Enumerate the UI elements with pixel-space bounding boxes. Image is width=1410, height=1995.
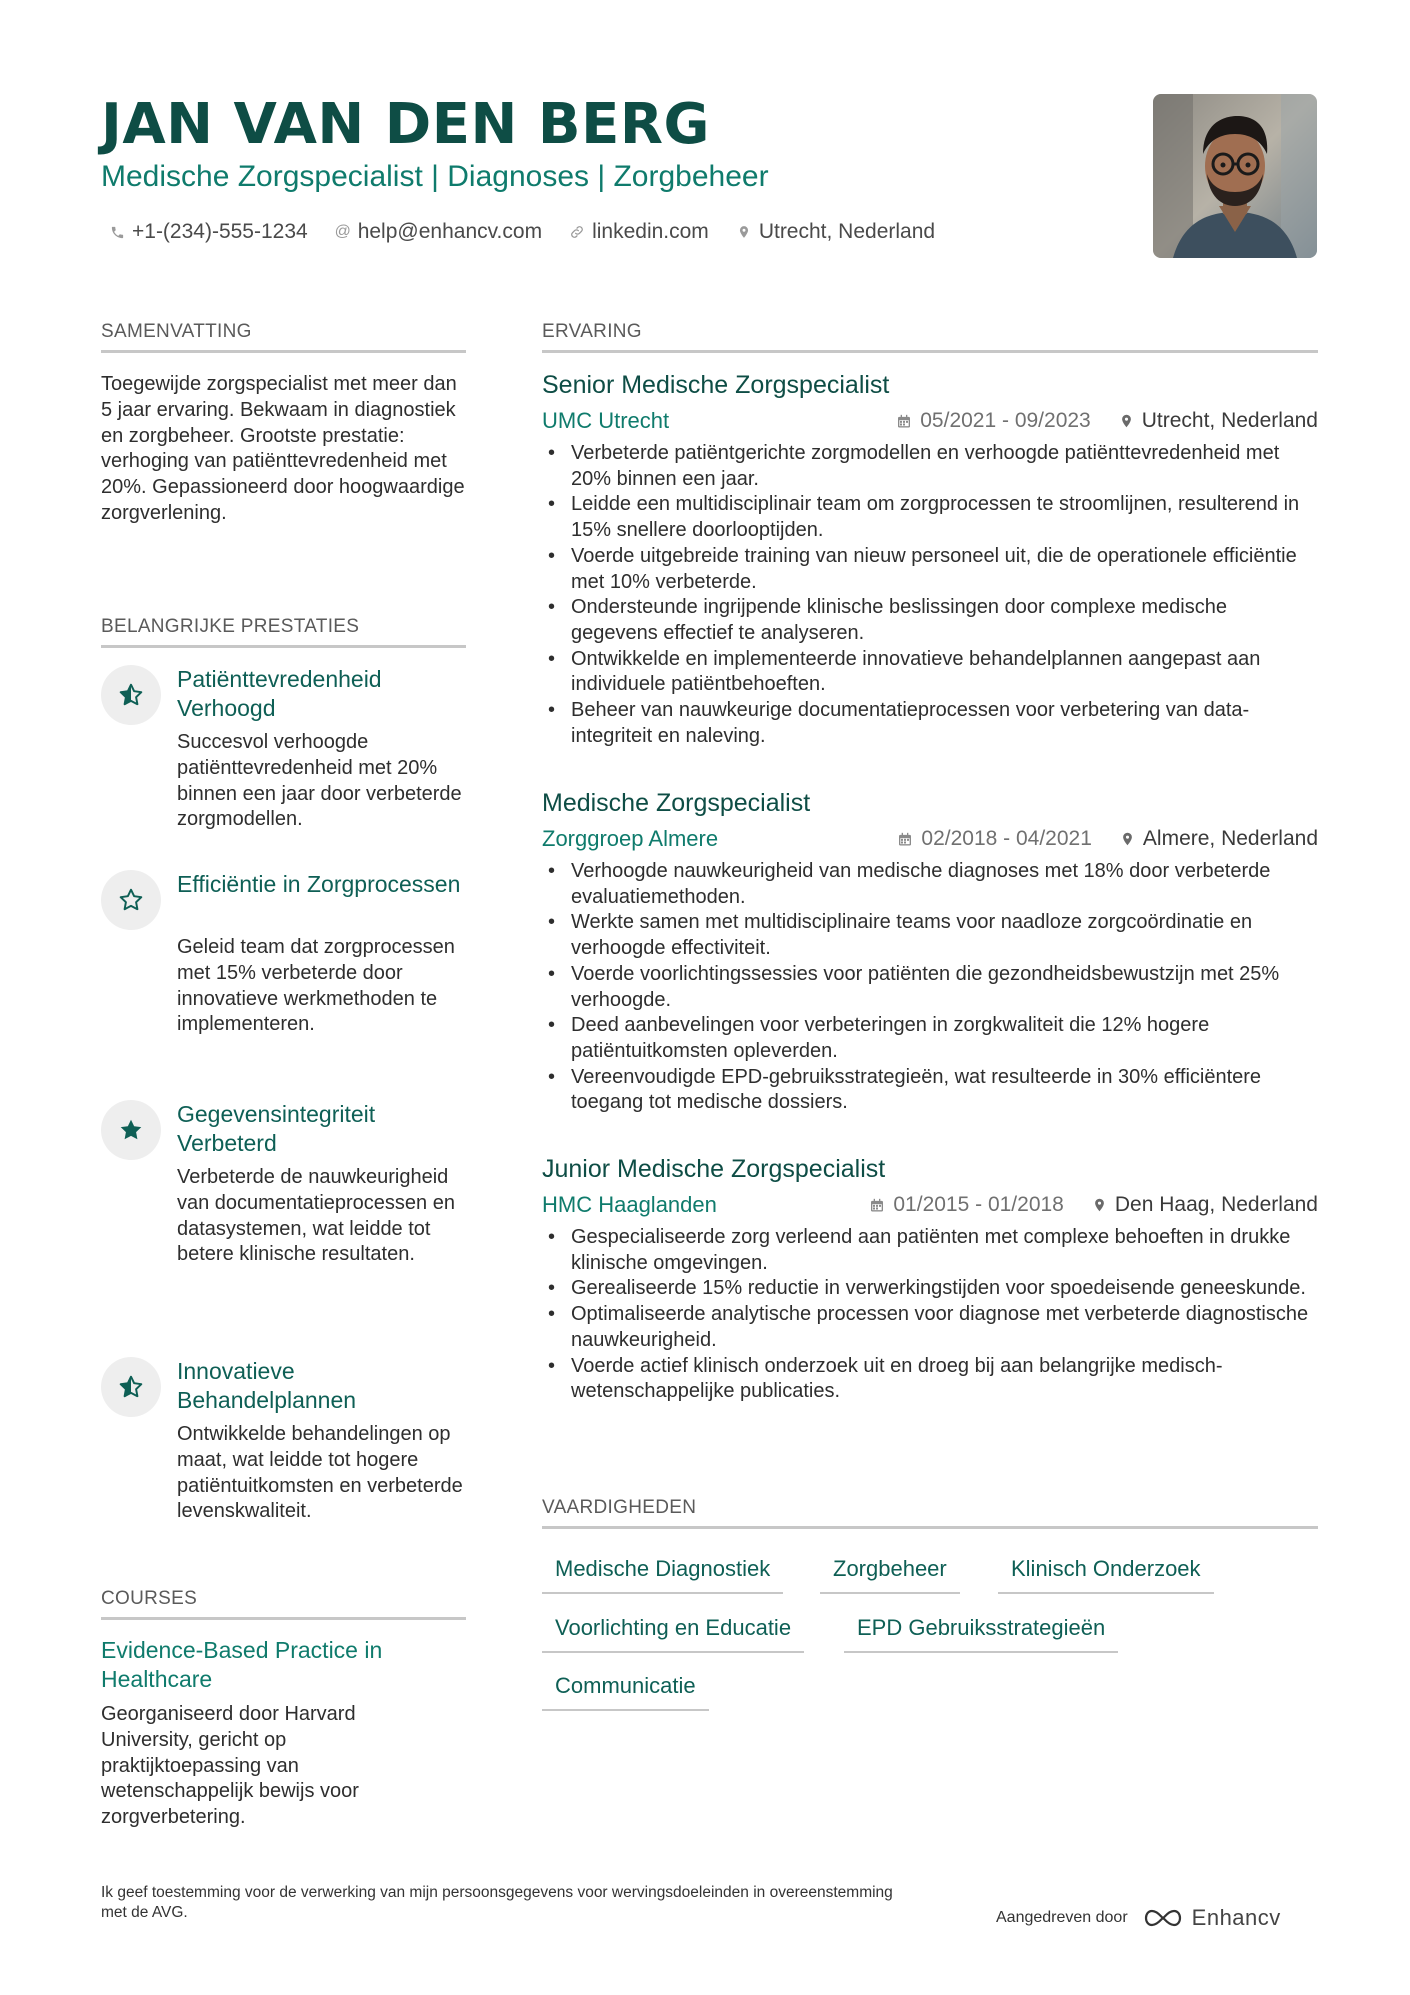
calendar-icon bbox=[897, 831, 913, 848]
job-role: Junior Medische Zorgspecialist bbox=[542, 1155, 886, 1183]
job-bullet: • Vereenvoudigde EPD-gebruiksstrategieën, wat resulteerde in 30% efficiëntere toegang tot medische dossiers. bbox=[542, 1065, 1318, 1116]
achievement-desc: Succesvol verhoogde patiënttevredenheid met 20% binnen een jaar door verbeterde zorgmodellen. bbox=[177, 731, 462, 831]
job-bullet: • Beheer van nauwkeurige documentatieprocessen voor verbetering van data-integriteit en naleving. bbox=[542, 698, 1318, 749]
job-bullet: • Verhoogde nauwkeurigheid van medische diagnoses met 18% door verbeterde evaluatiemethoden. bbox=[542, 859, 1318, 910]
star-half-icon bbox=[101, 665, 161, 725]
location-pin-icon bbox=[1092, 1196, 1107, 1214]
job-location bbox=[1119, 409, 1318, 433]
section-title-summary: SAMENVATTING bbox=[101, 321, 466, 353]
contact-linkedin-text: linkedin.com bbox=[592, 220, 709, 243]
phone-icon bbox=[108, 223, 126, 241]
achievement-item bbox=[101, 1100, 471, 1320]
job-dates bbox=[896, 409, 1090, 433]
skill-tag: Communicatie bbox=[542, 1673, 709, 1711]
job-bullet: • Leidde een multidisciplinair team om zorgprocessen te stroomlijnen, resulterend in 15% snellere doorlooptijden. bbox=[542, 492, 1318, 543]
section-title-achievements: BELANGRIJKE PRESTATIES bbox=[101, 616, 466, 648]
skill-tag: Klinisch Onderzoek bbox=[998, 1556, 1214, 1594]
experience-entry bbox=[542, 789, 1318, 1119]
skill-tag: Zorgbeheer bbox=[820, 1556, 960, 1594]
job-bullet: • Ontwikkelde en implementeerde innovatieve behandelplannen aangepast aan individuele patiëntbehoeften. bbox=[542, 647, 1318, 698]
achievement-title: Innovatieve Behandelplannen bbox=[177, 1358, 357, 1413]
contact-linkedin[interactable] bbox=[568, 220, 709, 244]
powered-by bbox=[996, 1905, 1281, 1931]
consent-note: Ik geef toestemming voor de verwerking van mijn persoonsgegevens voor wervingsdoeleinden in overeenstemming met de AVG. bbox=[101, 1884, 893, 1921]
achievement-desc: Geleid team dat zorgprocessen met 15% verbeterde door innovatieve werkmethoden te implementeren. bbox=[177, 936, 455, 1036]
course-desc: Georganiseerd door Harvard University, gericht op praktijktoepassing van wetenschappelijk bewijs voor zorgverbetering. bbox=[101, 1703, 359, 1829]
job-location bbox=[1092, 1193, 1318, 1217]
summary-text: Toegewijde zorgspecialist met meer dan 5 jaar ervaring. Bekwaam in diagnostiek en zorgbeheer. Grootste prestatie: verhoging van patiënttevredenheid met 20%. Gepassioneerd door hoogwaardige zorgverlening. bbox=[101, 373, 465, 524]
profile-photo bbox=[1153, 94, 1317, 258]
job-bullet: • Gerealiseerde 15% reductie in verwerkingstijden voor spoedeisende geneeskunde. bbox=[542, 1276, 1318, 1302]
star-half-icon bbox=[101, 1357, 161, 1417]
job-location-text: Den Haag, Nederland bbox=[1114, 1193, 1318, 1216]
course-title: Evidence-Based Practice in Healthcare bbox=[101, 1637, 383, 1692]
job-bullet: • Optimaliseerde analytische processen voor diagnose met verbeterde diagnostische nauwkeurigheid. bbox=[542, 1302, 1318, 1353]
job-company: UMC Utrecht bbox=[542, 408, 670, 433]
job-bullet: • Werkte samen met multidisciplinaire teams voor naadloze zorgcoördinatie en verhoogde effectiviteit. bbox=[542, 910, 1318, 961]
skill-tag: Voorlichting en Educatie bbox=[542, 1615, 804, 1653]
achievement-item bbox=[101, 665, 471, 835]
job-company: Zorggroep Almere bbox=[542, 826, 719, 851]
achievement-desc: Verbeterde de nauwkeurigheid van documentatieprocessen en datasystemen, wat leidde tot betere klinische resultaten. bbox=[177, 1166, 455, 1266]
job-meta bbox=[869, 1193, 1318, 1217]
achievement-item bbox=[101, 870, 471, 1060]
calendar-icon bbox=[896, 413, 912, 430]
at-icon: @ bbox=[334, 223, 351, 240]
location-pin-icon bbox=[1119, 412, 1134, 430]
job-dates-text: 05/2021 - 09/2023 bbox=[920, 409, 1091, 432]
job-location-text: Utrecht, Nederland bbox=[1141, 409, 1318, 432]
link-icon bbox=[568, 223, 586, 241]
job-role: Medische Zorgspecialist bbox=[542, 789, 811, 817]
achievement-title: Gegevensintegriteit Verbeterd bbox=[177, 1101, 376, 1156]
contact-location-text: Utrecht, Nederland bbox=[758, 220, 936, 243]
job-bullet: • Deed aanbevelingen voor verbeteringen in zorgkwaliteit die 12% hogere patiëntuitkomsten opleverden. bbox=[542, 1013, 1318, 1064]
achievement-title: Patiënttevredenheid Verhoogd bbox=[177, 666, 382, 721]
achievement-title: Efficiëntie in Zorgprocessen bbox=[177, 871, 461, 897]
job-bullets bbox=[542, 859, 1318, 1116]
calendar-icon bbox=[869, 1197, 885, 1214]
job-bullet: • Voerde voorlichtingssessies voor patiënten die gezondheidsbewustzijn met 25% verhoogde. bbox=[542, 962, 1318, 1013]
job-location bbox=[1120, 827, 1318, 851]
section-title-skills: VAARDIGHEDEN bbox=[542, 1497, 1318, 1529]
job-location-text: Almere, Nederland bbox=[1142, 827, 1318, 850]
job-dates bbox=[869, 1193, 1063, 1217]
contact-bar bbox=[108, 220, 935, 244]
candidate-tagline: Medische Zorgspecialist | Diagnoses | Zorgbeheer bbox=[101, 160, 769, 193]
experience-entry bbox=[542, 1155, 1318, 1435]
experience-entry bbox=[542, 371, 1318, 751]
job-dates bbox=[897, 827, 1091, 851]
achievement-item bbox=[101, 1357, 471, 1527]
job-bullets bbox=[542, 1225, 1318, 1405]
star-filled-icon bbox=[101, 1100, 161, 1160]
section-title-courses: COURSES bbox=[101, 1588, 466, 1620]
powered-by-label: Aangedreven door bbox=[996, 1909, 1128, 1926]
job-meta bbox=[896, 409, 1318, 433]
job-bullet: • Ondersteunde ingrijpende klinische beslissingen door complexe medische gegevens effectief te analyseren. bbox=[542, 595, 1318, 646]
section-title-experience: ERVARING bbox=[542, 321, 1318, 353]
location-pin-icon bbox=[1120, 830, 1135, 848]
job-role: Senior Medische Zorgspecialist bbox=[542, 371, 890, 399]
job-dates-text: 01/2015 - 01/2018 bbox=[893, 1193, 1064, 1216]
job-bullet: • Verbeterde patiëntgerichte zorgmodellen en verhoogde patiënttevredenheid met 20% binnen een jaar. bbox=[542, 441, 1318, 492]
job-bullet: • Voerde uitgebreide training van nieuw personeel uit, die de operationele efficiëntie met 10% verbeterde. bbox=[542, 544, 1318, 595]
infinity-icon bbox=[1140, 1907, 1186, 1929]
contact-location bbox=[735, 220, 935, 244]
job-dates-text: 02/2018 - 04/2021 bbox=[921, 827, 1092, 850]
contact-email[interactable] bbox=[334, 220, 542, 244]
job-meta bbox=[897, 827, 1318, 851]
contact-phone-text: +1-(234)-555-1234 bbox=[132, 220, 308, 243]
achievement-desc: Ontwikkelde behandelingen op maat, wat leidde tot hogere patiëntuitkomsten en verbeterde levenskwaliteit. bbox=[177, 1423, 463, 1523]
location-pin-icon bbox=[735, 223, 753, 241]
job-bullet: • Voerde actief klinisch onderzoek uit en droeg bij aan belangrijke medisch-wetenschappelijke publicaties. bbox=[542, 1354, 1318, 1405]
contact-email-text: help@enhancv.com bbox=[357, 220, 543, 243]
skill-tag: EPD Gebruiksstrategieën bbox=[844, 1615, 1118, 1653]
star-outline-icon bbox=[101, 870, 161, 930]
skill-tag: Medische Diagnostiek bbox=[542, 1556, 783, 1594]
contact-phone[interactable] bbox=[108, 220, 308, 244]
candidate-name: JAN VAN DEN BERG bbox=[101, 92, 710, 157]
job-company: HMC Haaglanden bbox=[542, 1192, 717, 1217]
job-bullets bbox=[542, 441, 1318, 749]
job-bullet: • Gespecialiseerde zorg verleend aan patiënten met complexe behoeften in drukke klinische omgevingen. bbox=[542, 1225, 1318, 1276]
brand-name: Enhancv bbox=[1191, 1905, 1281, 1930]
brand-logo[interactable] bbox=[1140, 1905, 1281, 1931]
